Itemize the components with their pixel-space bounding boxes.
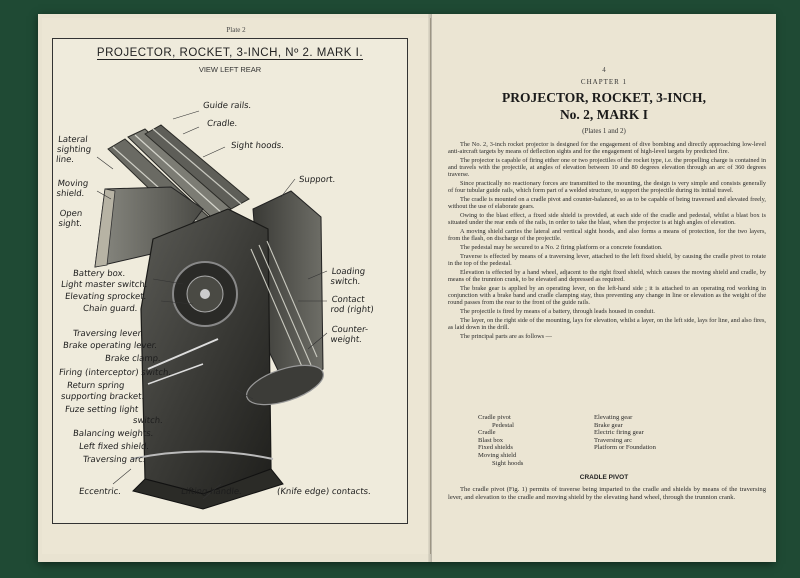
callout-battery-box: Battery box. [72,269,126,279]
callout-balancing-weights: Balancing weights. [72,429,154,439]
callout-firing-switch: Firing (interceptor) switch. [58,368,172,378]
callout-lateral-sighting-line: Lateral sighting line. [55,135,92,165]
callout-left-fixed-shield: Left fixed shield. [78,442,150,452]
paragraph: Owing to the blast effect, a fixed side shield is provided, at each side of the cradle and pedestal, whilst a blast box is situated under the rear ends of the rails, in order to take the blast, when the projector is at high angles of elevation. [448,212,766,227]
parts-list-left [478,414,523,467]
cradle-pivot-text [448,486,766,502]
callout-elevating-sprocket: Elevating sprocket. [64,292,147,302]
list-item: Electric firing gear [594,429,644,437]
paragraph: The No. 2, 3-inch rocket projector is designed for the engagement of dive bombing and directly approaching low-level anti-aircraft targets by means of deflection sights and for the engagement of high-level targets by predicted fire. [448,141,766,156]
plate-number: Plate 2 [226,26,246,34]
plate-illustration [52,38,408,524]
callout-traversing-arc: Traversing arc. [82,455,147,465]
section-heading-cradle-pivot: CRADLE PIVOT [579,474,629,481]
paragraph: The cradle pivot (Fig. 1) permits of traverse being imparted to the cradle and shields by means of the traversing lever, and elevation to the cradle and moving shield by the elevating hand wheel, through the trunnion crank. [448,486,766,501]
callout-guide-rails: Guide rails. [202,101,252,111]
list-item: Cradle [478,429,496,437]
callout-support: Support. [298,175,336,185]
callout-brake-operating-lever: Brake operating lever. [62,341,158,351]
list-item: Moving shield [478,451,517,459]
plate-title: PROJECTOR, ROCKET, 3-INCH, Nº 2. MARK I. [96,47,364,59]
list-item: Traversing arc [594,436,633,444]
callout-return-spring: Return spring [66,381,125,391]
plates-reference: (Plates 1 and 2) [582,127,626,135]
right-page [432,14,776,562]
list-item: Blast box [478,436,504,444]
chapter-title-line1: PROJECTOR, ROCKET, 3-INCH, [502,90,706,105]
paragraph: The principal parts are as follows — [460,333,552,340]
callout-traversing-lever: Traversing lever. [72,329,144,339]
callout-cradle: Cradle. [206,119,238,129]
paragraph: The projector is capable of firing either one or two projectiles of the rocket type, i.e. the propelling charge is contained in and travels with the projectile, at angles of elevation between 10 and 80 degrees elevation through an arc of 360 degrees traverse. [448,157,766,179]
paragraph: The projectile is fired by means of a battery, through leads housed in conduit. [460,308,655,316]
callout-knife-edge-contacts: (Knife edge) contacts. [276,487,372,497]
callout-light-master-switch: Light master switch. [60,280,148,290]
list-item: Elevating gear [594,414,633,421]
paragraph: The brake gear is applied by an operating lever, on the left-hand side ; it is attached to an operating rod working in conjunction with a brake band and cradle clamping stay, thus preventing any change in line or elevation as the weight of the round passes from the rear to the front of the guide rails. [448,285,766,307]
callout-lifting-handle: Lifting handle. [180,487,243,497]
list-item: Sight hoods [492,459,524,467]
page-number: 4 [602,66,606,74]
list-item: Pedestal [492,421,514,429]
body-text [448,141,766,342]
paragraph: A moving shield carries the lateral and vertical sight hoods, and also forms a means of protection, for the two layers, from the flash, on discharge of the projectile. [448,228,766,243]
callout-counter-weight: Counter- weight. [329,325,369,345]
callout-contact-rod: Contact rod (right) [329,295,375,315]
callout-switch: switch. [132,416,164,426]
callout-open-sight: Open sight. [57,209,83,229]
chapter-label: CHAPTER 1 [580,78,628,86]
callout-brake-clamp: Brake clamp. [104,354,162,364]
list-item: Cradle pivot [478,414,511,421]
paragraph: The pedestal may be secured to a No. 2 firing platform or a concrete foundation. [460,244,663,252]
plate-subtitle: VIEW LEFT REAR [198,65,262,74]
list-item: Fixed shields [478,444,513,452]
callout-supporting-bracket: supporting bracket. [60,392,145,402]
paragraph: Traverse is effected by means of a traversing lever, attached to the left fixed shield, by causing the cradle pivot to rotate in the top of the pedestal. [448,253,766,268]
list-item: Platform or Foundation [594,444,656,452]
parts-list-right [594,414,656,452]
paragraph: The layer, on the right side of the mounting, lays for elevation, whilst a layer, on the left side, lays for line, and also fires, as laid down in the drill. [448,317,766,332]
callout-loading-switch: Loading switch. [329,267,366,287]
callout-eccentric: Eccentric. [78,487,122,497]
callout-fuze-setting-light: Fuze setting light [64,405,139,415]
paragraph: Elevation is effected by a hand wheel, adjacent to the right fixed shield, which causes the moving shield and cradle, by means of the trunnion crank, to be elevated and depressed as required. [448,269,766,284]
chapter-title-line2: No. 2, MARK I [559,107,649,122]
callout-chain-guard: Chain guard. [82,304,138,314]
callout-sight-hoods: Sight hoods. [230,141,285,151]
paragraph: The cradle is mounted on a cradle pivot and counter-balanced, so as to be capable of being traversed and elevated freely, without the use of elaborate gears. [448,196,766,211]
paragraph: Since practically no reactionary forces are transmitted to the mounting, the design is very simple and consists generally of four tubular guide rails, which form part of a welded structure, to support the projectile during its initial travel. [448,180,766,195]
callout-moving-shield: Moving shield. [55,179,89,199]
list-item: Brake gear [594,421,623,429]
